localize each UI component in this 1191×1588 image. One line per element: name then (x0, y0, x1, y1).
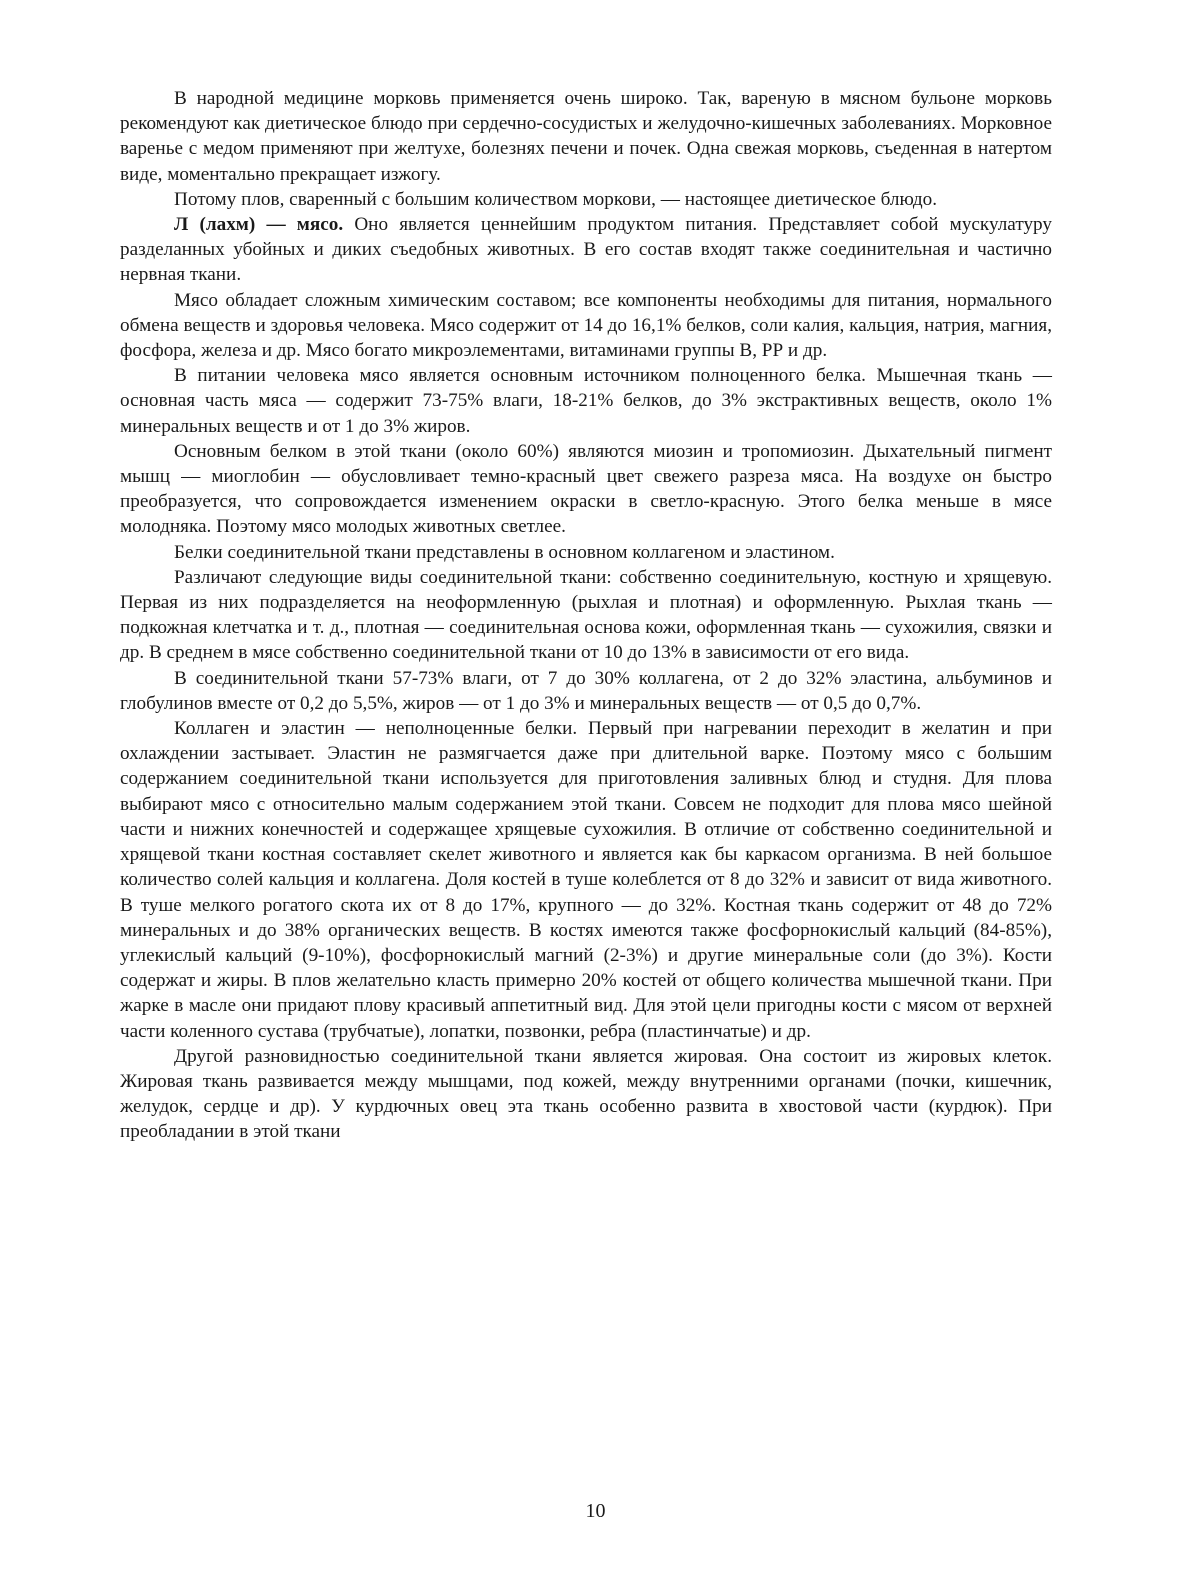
page-number: 10 (585, 1500, 606, 1522)
paragraph-meat-definition (120, 212, 1052, 288)
paragraph-text: Мясо обладает сложным химическим составом; все компоненты необходимы для питания, нормального обмена веществ и здоровья человека. Мясо содержит от 14 до 16,1% белков, соли калия, кальция, натрия, магния, фосфора, железа и др. Мясо богато микроэлементами, витаминами группы В, РР и др. (120, 289, 1052, 362)
paragraph-text: Основным белком в этой ткани (около 60%) являются миозин и тропомиозин. Дыхательный пигмент мышц — миоглобин — обусловливает темно-красный цвет свежего разреза мяса. На воздухе он быстро преобразуется, что сопровождается изменением окраски в светло-красную. Этого белка меньше в мясе молодняка. Поэтому мясо молодых животных светлее. (120, 440, 1052, 538)
term-heading: Л (лахм) — мясо. (174, 214, 344, 236)
paragraph-meat-composition (120, 288, 1052, 364)
paragraph-connective-proteins (120, 540, 1052, 565)
paragraph-text: Оно является ценнейшим продуктом питания. Представляет собой мускулатуру разделанных убойных и диких съедобных животных. В его состав входят также соединительная и частично нервная ткани. (120, 214, 1052, 286)
paragraph-carrot-medicine (120, 86, 1052, 187)
paragraph-muscle-tissue (120, 363, 1052, 439)
paragraph-connective-composition (120, 666, 1052, 716)
paragraph-text: Другой разновидностью соединительной ткани является жировая. Она состоит из жировых клеток. Жировая ткань развивается между мышцами, под кожей, между внутренними органами (почки, кишечник, желудок, сердце и др). У курдючных овец эта ткань особенно развита в хвостовой части (курдюк). При преобладании в этой ткани (120, 1045, 1052, 1143)
paragraph-collagen-bones (120, 716, 1052, 1044)
paragraph-connective-types (120, 565, 1052, 666)
paragraph-text: Коллаген и эластин — неполноценные белки. Первый при нагревании переходит в желатин и при охлаждении застывает. Эластин не размягчается даже при длительной варке. Поэтому мясо с большим содержанием соединительной ткани используется для приготовления заливных блюд и студня. Для плова выбирают мясо с относительно малым содержанием этой ткани. Совсем не подходит для плова мясо шейной части и нижних конечностей и содержащее хрящевые сухожилия. В отличие от собственно соединительной и хрящевой ткани костная составляет скелет животного и является как бы каркасом организма. В ней большое количество солей кальция и коллагена. Доля костей в туше колеблется от 8 до 32% и зависит от вида животного. В туше мелкого рогатого скота их от 8 до 17%, крупного — до 32%. Костная ткань содержит от 48 до 72% минеральных и до 38% органических веществ. В костях имеются также фосфорнокислый кальций (84-85%), углекислый кальций (9-10%), фосфорнокислый магний (2-3%) и другие минеральные соли (до 3%). Кости содержат и жиры. В плов желательно класть примерно 20% костей от общего количества мышечной ткани. При жарке в масле они придают плову красивый аппетитный вид. Для этой цели пригодны кости с мясом от верхней части коленного сустава (трубчатые), лопатки, позвонки, ребра (пластинчатые) и др. (120, 718, 1052, 1042)
paragraph-text: В питании человека мясо является основным источником полноценного белка. Мышечная ткань — основная часть мяса — содержит 73-75% влаги, 18-21% белков, до 3% экстрактивных веществ, около 1% минеральных веществ и от 1 до 3% жиров. (120, 365, 1052, 437)
paragraph-text: В народной медицине морковь применяется очень широко. Так, вареную в мясном бульоне морковь рекомендуют как диетическое блюдо при сердечно-сосудистых и желудочно-кишечных заболеваниях. Морковное варенье с медом применяют при желтухе, болезнях печени и почек. Одна свежая морковь, съеденная в натертом виде, моментально прекращает изжогу. (120, 88, 1052, 185)
paragraph-plov-diet (120, 187, 1052, 212)
paragraph-text: Различают следующие виды соединительной ткани: собственно соединительную, костную и хрящевую. Первая из них подразделяется на неоформленную (рыхлая и плотная) и оформленную. Рыхлая ткань — подкожная клетчатка и т. д., плотная — соединительная основа кожи, оформленная ткань — сухожилия, связки и др. В среднем в мясе собственно соединительной ткани от 10 до 13% в зависимости от его вида. (120, 566, 1052, 664)
paragraph-fat-tissue (120, 1044, 1052, 1145)
paragraph-myosin (120, 439, 1052, 540)
body-text (120, 86, 1052, 1145)
paragraph-text: Потому плов, сваренный с большим количеством моркови, — настоящее диетическое блюдо. (174, 188, 938, 210)
paragraph-text: Белки соединительной ткани представлены в основном коллагеном и эластином. (174, 541, 835, 563)
paragraph-text: В соединительной ткани 57-73% влаги, от 7 до 30% коллагена, от 2 до 32% эластина, альбуминов и глобулинов вместе от 0,2 до 5,5%, жиров — от 1 до 3% и минеральных веществ — от 0,5 до 0,7%. (120, 667, 1052, 714)
